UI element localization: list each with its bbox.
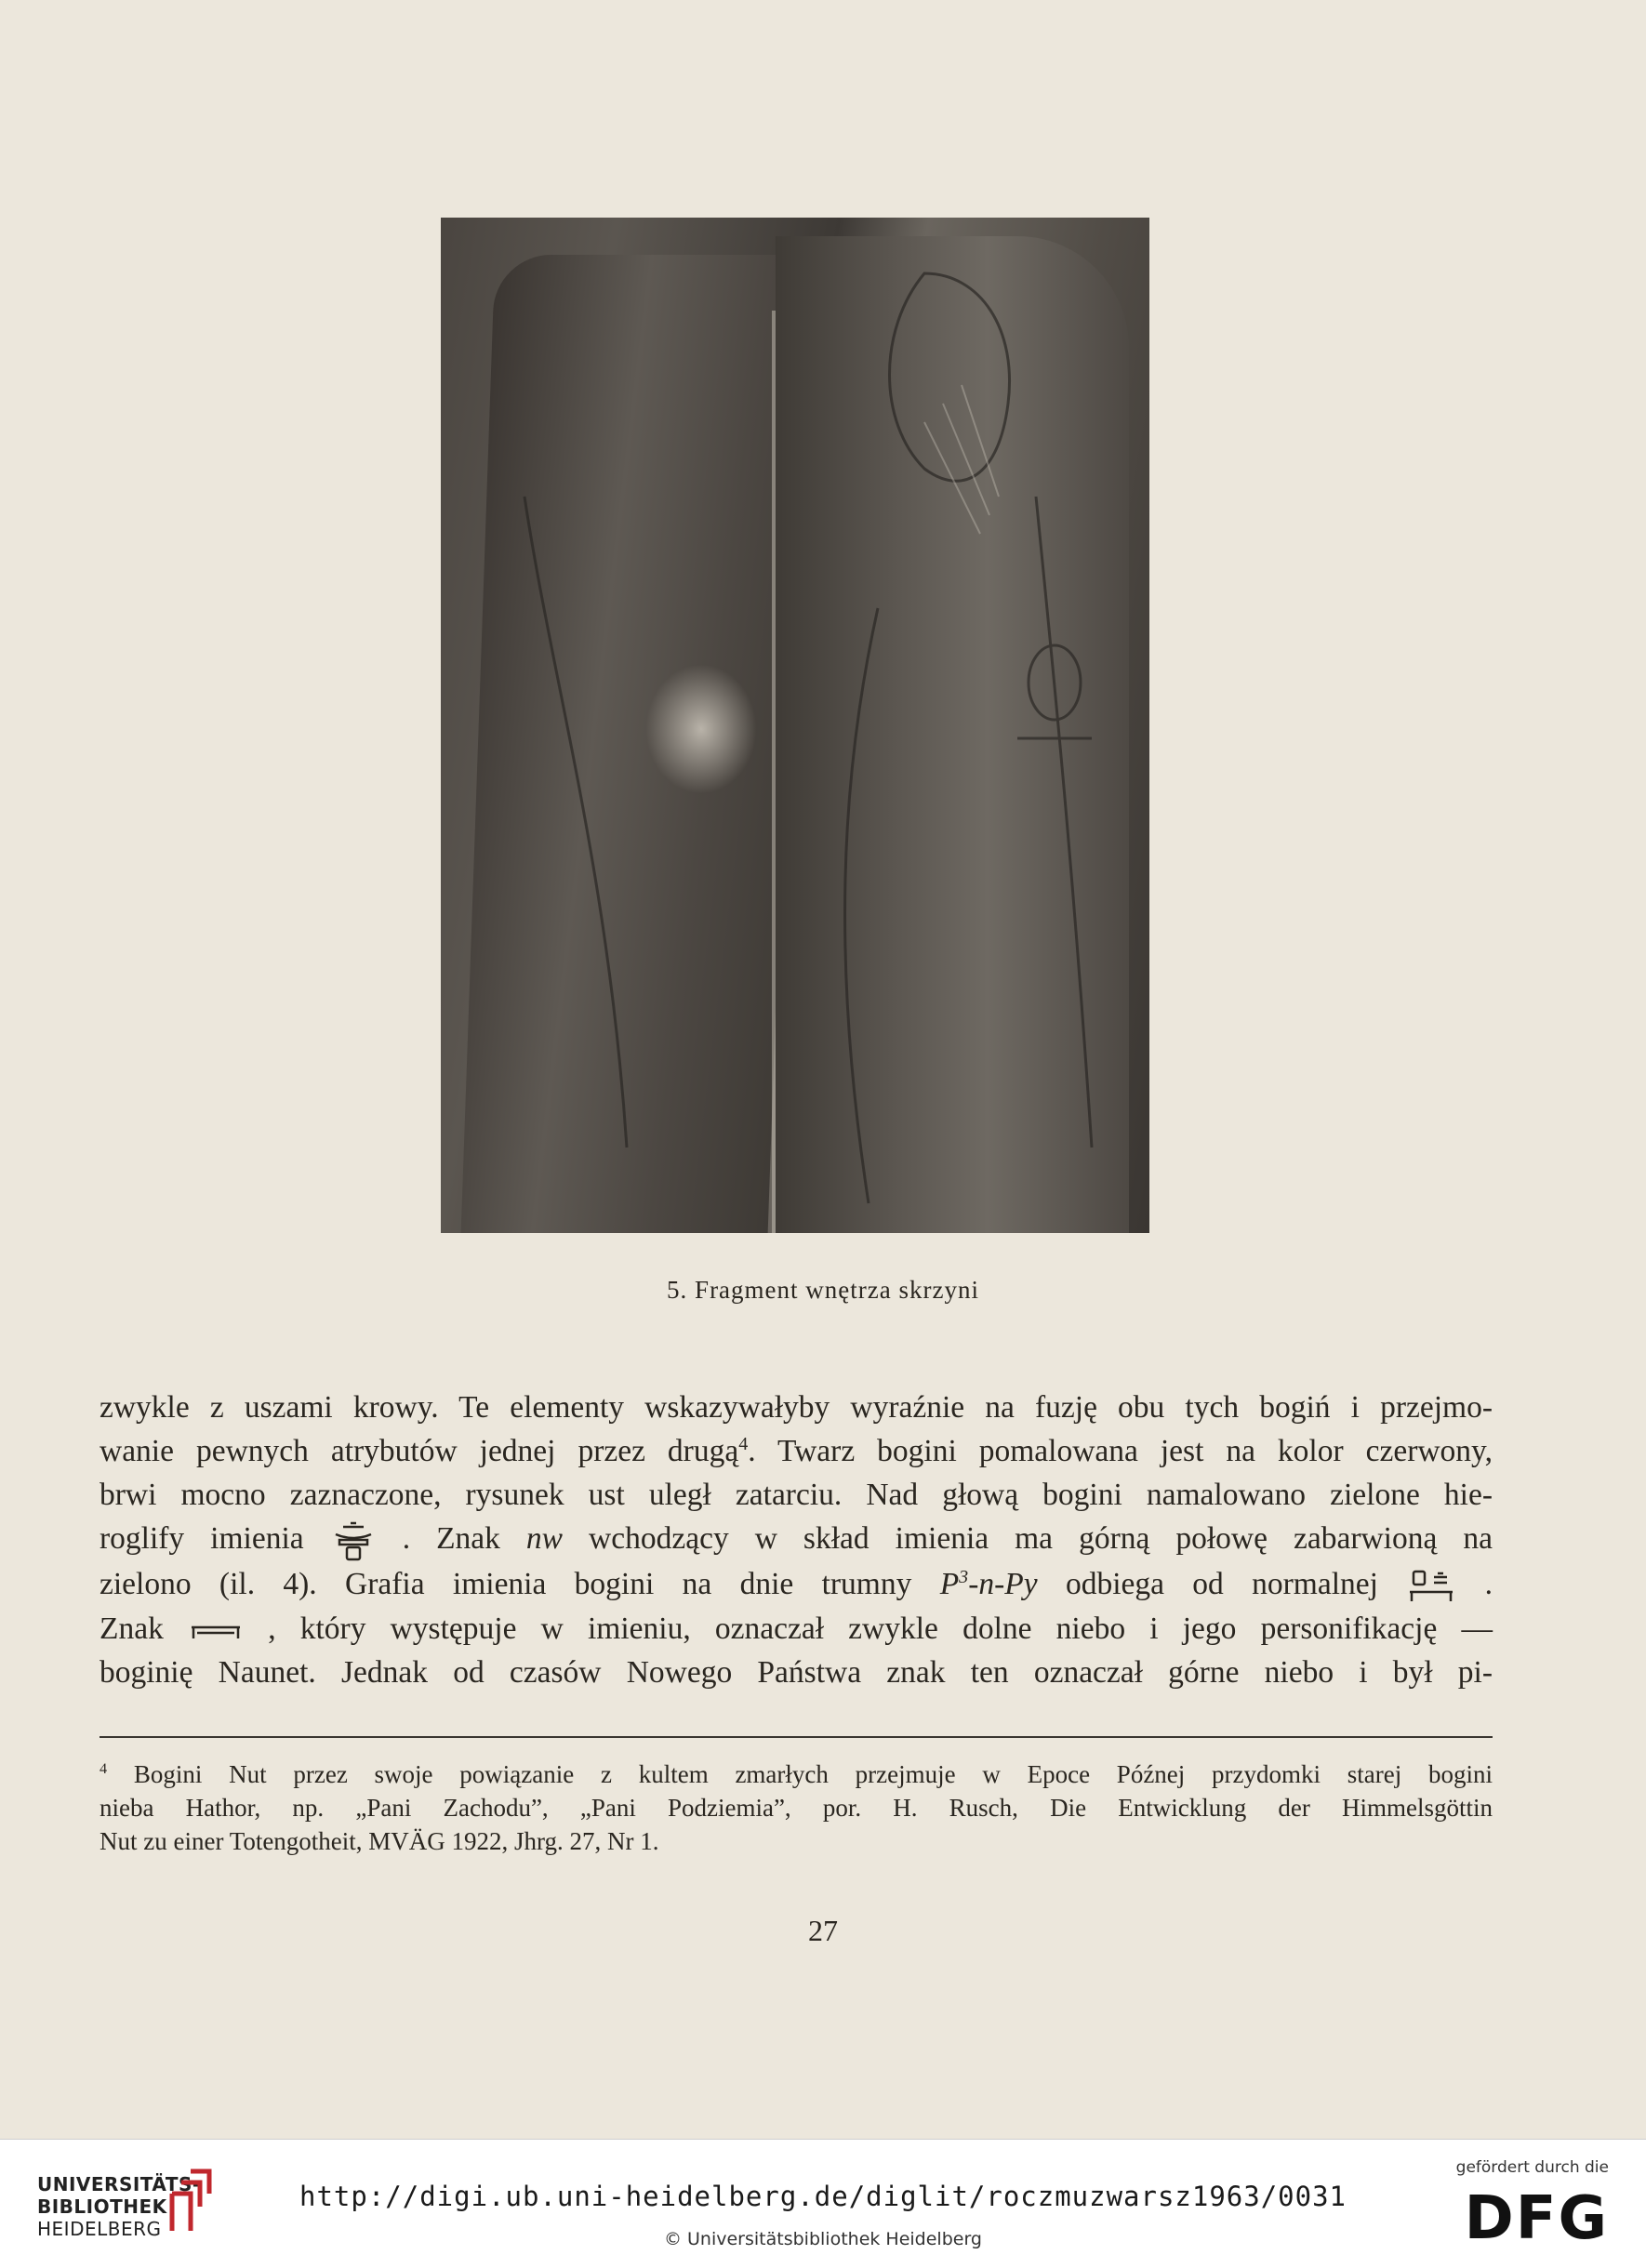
library-name-line: UNIVERSITÄTS- bbox=[37, 2173, 201, 2195]
footnote-marker: 4 bbox=[100, 1760, 108, 1777]
dfg-caption: gefördert durch die bbox=[1455, 2158, 1609, 2177]
footnote-line: nieba Hathor, np. „Pani Zachodu”, „Pani Podziemia”, por. H. Rusch, Die Entwicklung der Himmelsgöttin bbox=[100, 1794, 1493, 1822]
viewer-footer bbox=[0, 2139, 1646, 2268]
text-run: . Twarz bogini pomalowana jest na kolor czerwony, bbox=[748, 1434, 1493, 1468]
footnote-line bbox=[100, 1757, 1493, 1791]
dfg-logo[interactable]: DFG bbox=[1464, 2184, 1609, 2253]
body-line bbox=[100, 1607, 1493, 1651]
footnote-line: Nut zu einer Totengotheit, MVÄG 1922, Jhrg. 27, Nr 1. bbox=[100, 1827, 659, 1855]
copyright-notice: © Universitätsbibliothek Heidelberg bbox=[663, 2229, 982, 2249]
permalink-url[interactable]: http://digi.ub.uni-heidelberg.de/diglit/roczmuzwarsz1963/0031 bbox=[299, 2181, 1347, 2212]
text-run: Bogini Nut przez swoje powiązanie z kultem zmarłych przejmuje w Epoce Późnej przydomki starej bogini bbox=[133, 1760, 1493, 1788]
text-run: wanie pewnych atrybutów jednej przez drugą bbox=[100, 1434, 739, 1468]
library-name-line: HEIDELBERG bbox=[37, 2218, 162, 2240]
text-run: -n-Py bbox=[968, 1567, 1038, 1602]
body-line bbox=[100, 1562, 1493, 1606]
text-run: Znak bbox=[100, 1611, 164, 1646]
body-line: brwi mocno zaznaczone, rysunek ust uległ zatarciu. Nad głową bogini namalowano zielone hie- bbox=[100, 1478, 1493, 1512]
figure-caption: 5. Fragment wnętrza skrzyni bbox=[667, 1276, 979, 1304]
footnote-reference[interactable]: 4 bbox=[738, 1433, 749, 1454]
text-run: , który występuje w imieniu, oznaczał zwykle dolne niebo i jego personifikację — bbox=[268, 1611, 1493, 1646]
superscript: 3 bbox=[959, 1567, 969, 1588]
text-run: . Znak bbox=[402, 1521, 500, 1556]
body-line bbox=[100, 1517, 1493, 1562]
hieroglyph-name-icon bbox=[330, 1519, 377, 1562]
text-run: P bbox=[939, 1567, 960, 1602]
footnote bbox=[100, 1757, 1493, 1858]
text-run: . bbox=[1484, 1567, 1493, 1602]
footnote-divider bbox=[100, 1736, 1493, 1738]
text-run: roglify imienia bbox=[100, 1521, 304, 1556]
body-line bbox=[100, 1429, 1493, 1473]
page-number: 27 bbox=[808, 1914, 838, 1947]
hieroglyph-normal-spelling-icon bbox=[1406, 1568, 1456, 1607]
transliteration bbox=[940, 1567, 1038, 1601]
sky-hieroglyph-icon bbox=[188, 1620, 244, 1642]
body-line: boginię Naunet. Jednak od czasów Nowego Państwa znak ten oznaczał górne niebo i był pi- bbox=[100, 1654, 1493, 1690]
text-run: zielono (il. 4). Grafia imienia bogini na dnie trumny bbox=[100, 1567, 912, 1602]
text-run: odbiega od normalnej bbox=[1065, 1567, 1378, 1602]
library-name-line: BIBLIOTHEK bbox=[37, 2195, 167, 2218]
painted-goddess-outline bbox=[441, 218, 1149, 1233]
text-run: wchodzący w skład imienia ma górną połowę zabarwioną na bbox=[589, 1521, 1493, 1556]
coffin-interior-photograph bbox=[441, 218, 1149, 1233]
transliteration: nw bbox=[525, 1521, 564, 1556]
body-paragraph bbox=[100, 1386, 1493, 1694]
body-line: zwykle z uszami krowy. Te elementy wskazywałyby wyraźnie na fuzję obu tych bogiń i przejmo- bbox=[100, 1390, 1493, 1425]
